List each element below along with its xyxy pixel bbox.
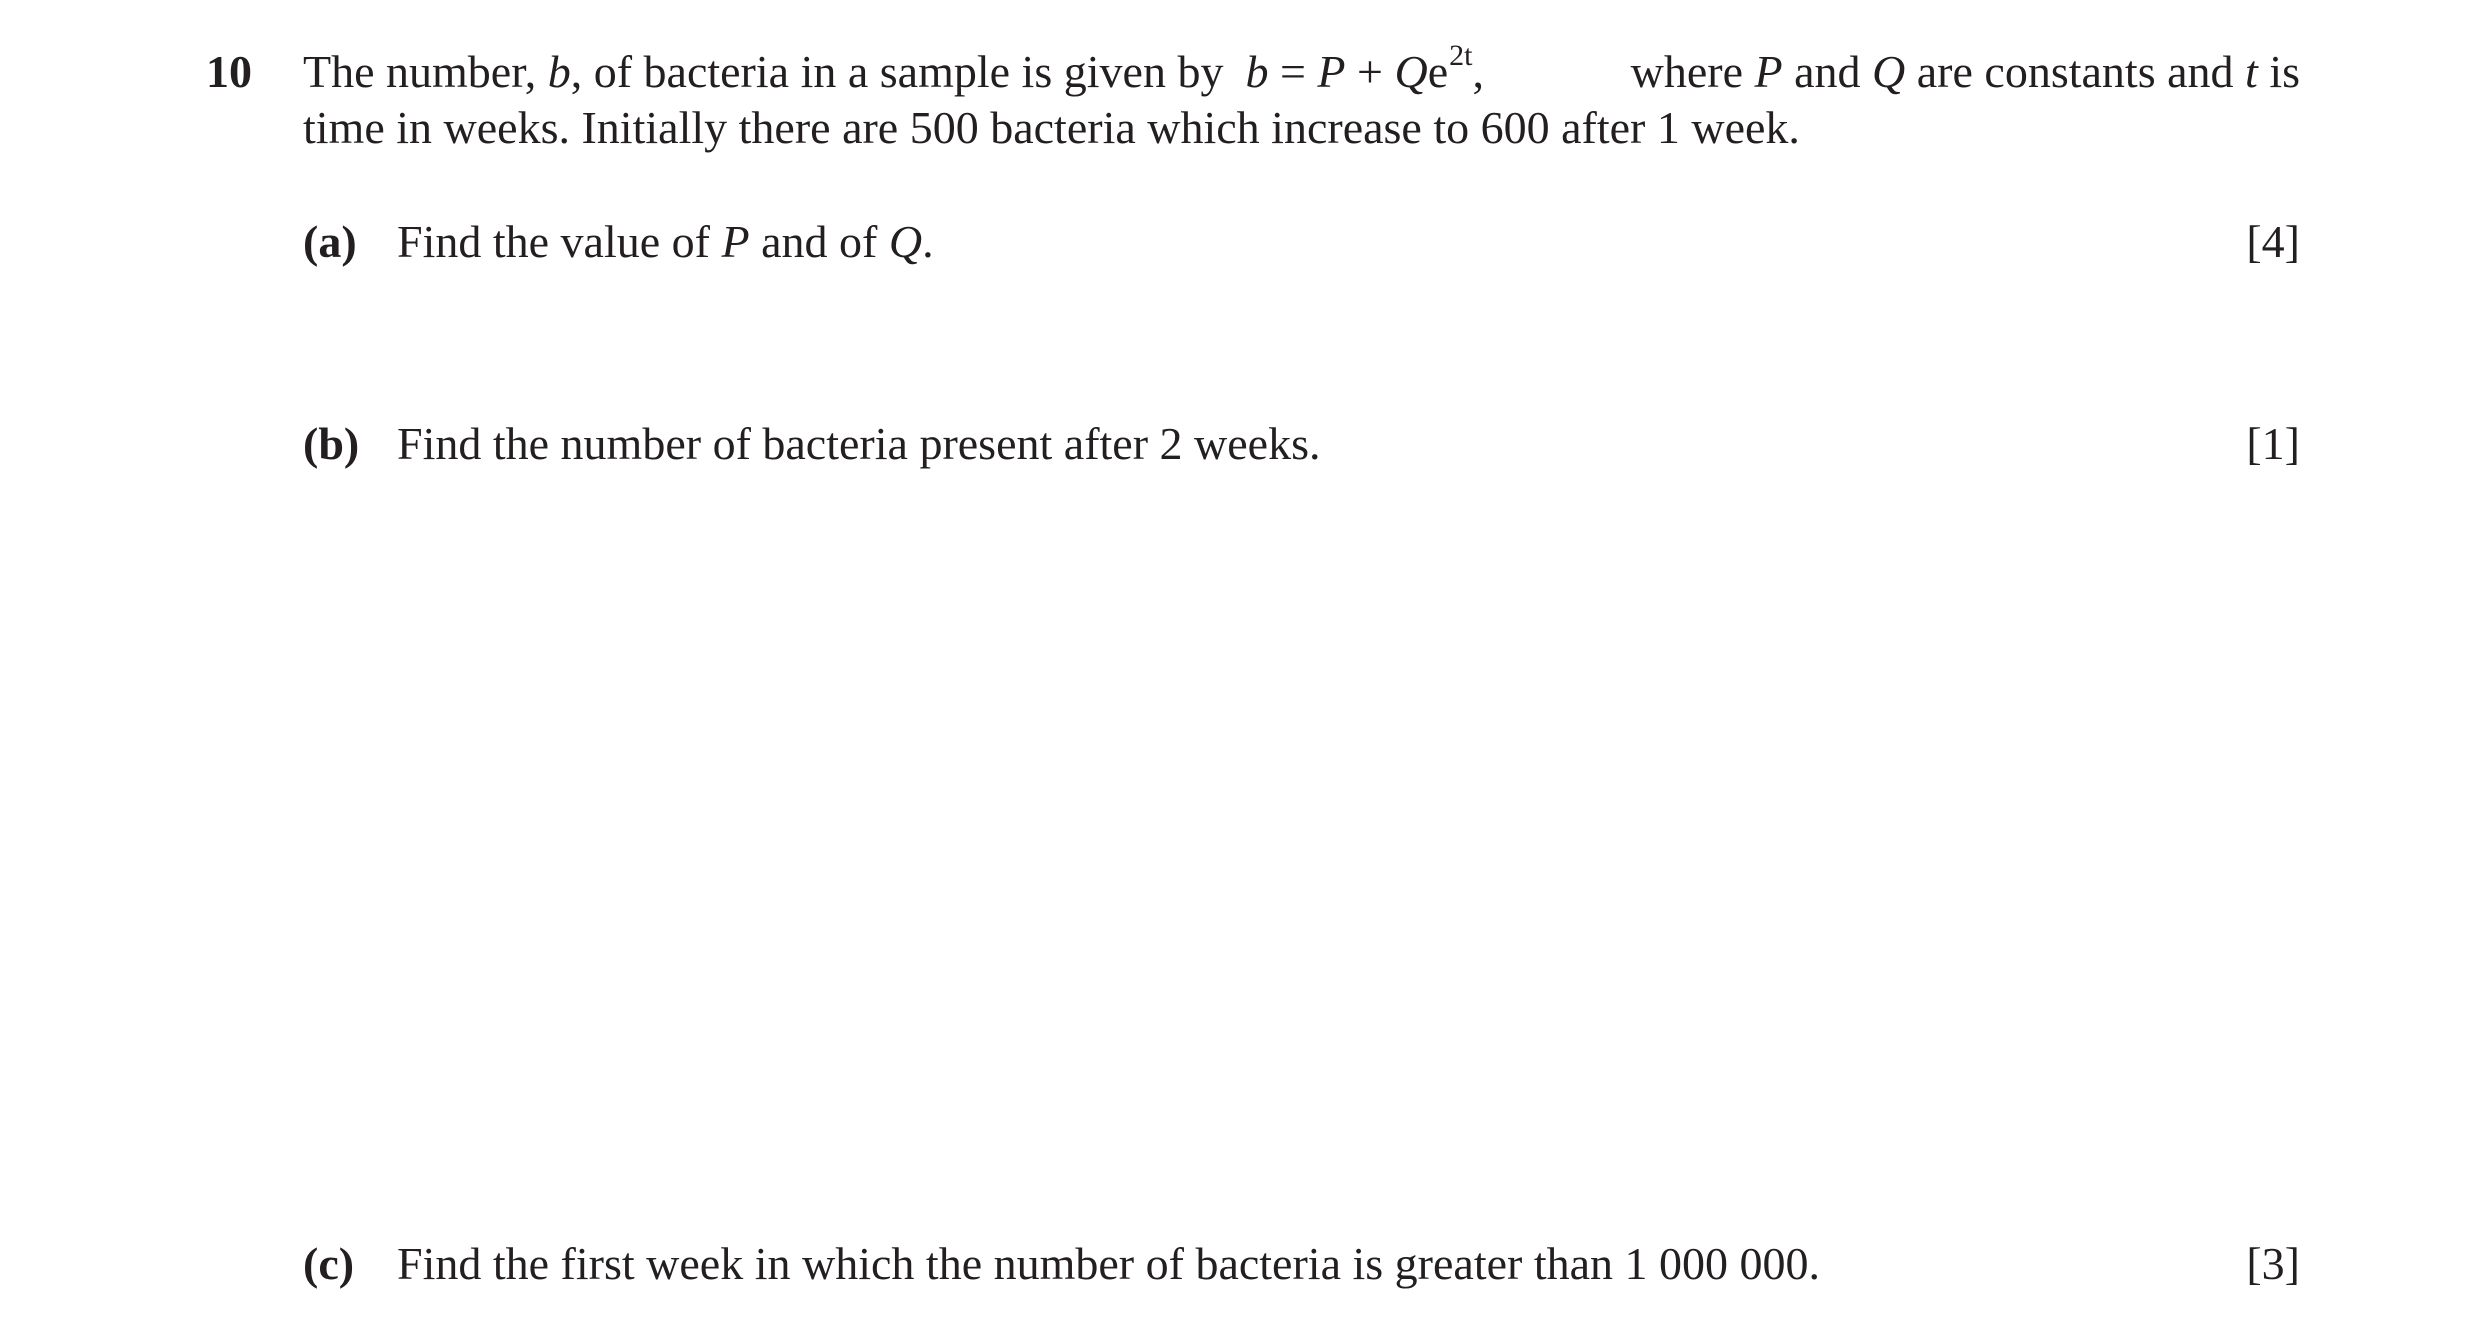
formula [1245,39,1484,106]
formula-P: P [1317,46,1346,97]
marks: [1] [2246,418,2300,469]
stem-text: and [1782,46,1873,97]
question-number: 10 [206,46,252,97]
part-label: (b) [303,418,360,469]
stem-text: are constants and [1905,46,2246,97]
stem-line-2: time in weeks. Initially there are 500 bacteria which increase to 600 after 1 week. [303,102,1800,153]
variable-t: t [2245,46,2258,97]
variable-Q: Q [1872,46,1906,97]
stem-text: , of bacteria in a sample is given by [570,46,1224,97]
question-stem [303,39,2303,156]
stem-text: The number, [303,46,548,97]
formula-plus: + [1345,46,1395,97]
variable-b: b [547,46,571,97]
part-text-segment: Find the value of [397,216,722,267]
variable-Q: Q [888,216,923,267]
formula-exponent: 2t [1449,39,1473,72]
formula-comma: , [1472,46,1484,97]
formula-b: b [1245,46,1269,97]
part-text-segment: and of [749,216,889,267]
part-text: Find the first week in which the number of bacteria is greater than 1 000 000. [397,1238,1821,1289]
variable-P: P [721,216,750,267]
marks: [3] [2246,1238,2300,1289]
marks: [4] [2246,216,2300,267]
part-text-segment: . [922,216,934,267]
stem-line-1 [303,39,2300,100]
part-label: (a) [303,216,357,267]
part-label: (c) [303,1238,355,1289]
stem-text: where [1630,46,1755,97]
variable-P: P [1754,46,1783,97]
part-text [397,214,934,270]
stem-intro [303,39,1498,100]
formula-equals: = [1268,46,1318,97]
stem-conditions [1631,44,2300,100]
formula-Q: Q [1394,46,1428,97]
part-text: Find the number of bacteria present after 2 weeks. [397,418,1321,469]
stem-text: is [2257,46,2300,97]
formula-e: e [1427,46,1449,97]
